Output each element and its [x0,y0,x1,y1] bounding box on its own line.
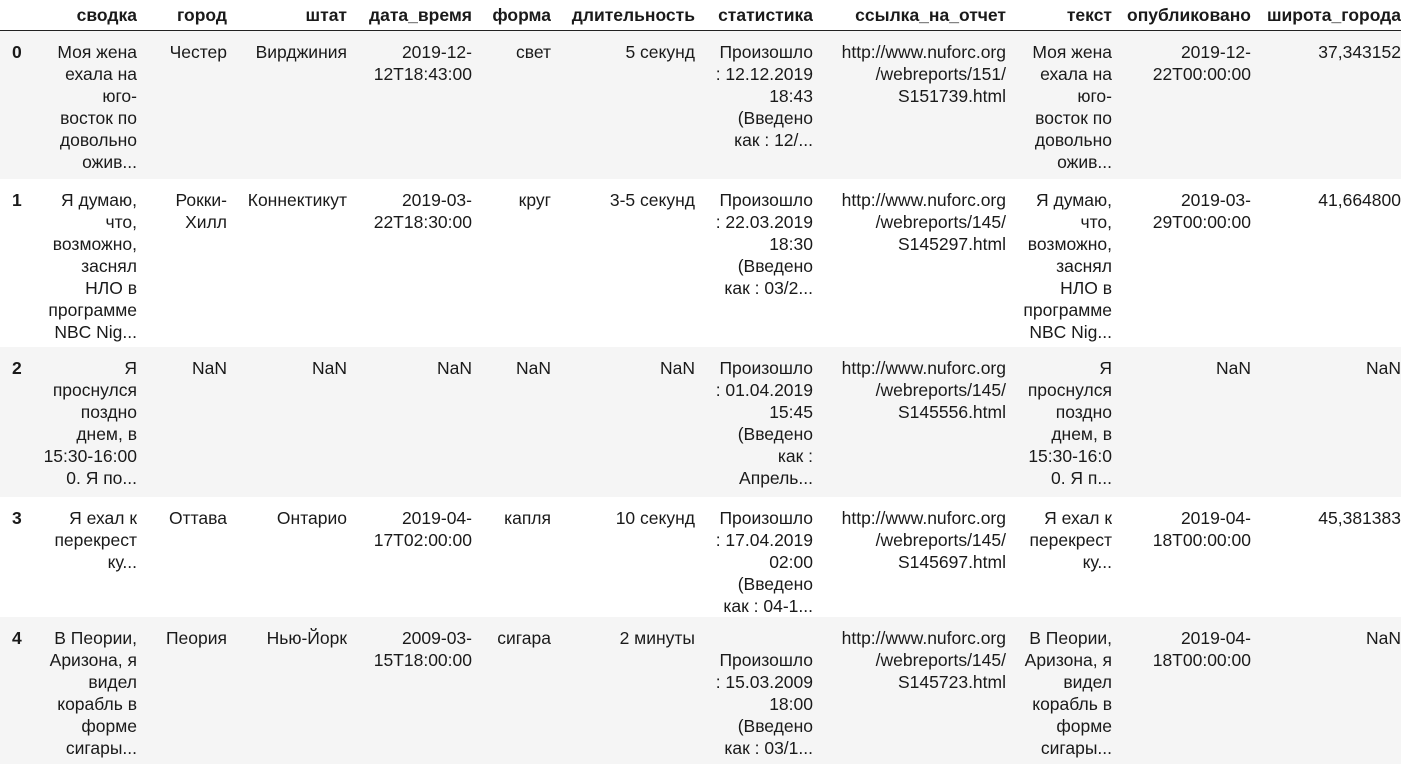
cell-city-latitude: 37,343152 [1318,42,1401,62]
cell-datetime: 2009-03- 15T18:00:00 [373,627,472,670]
column-header-duration: длительность [551,0,695,31]
cell-summary: Я думаю, что, возможно, заснял НЛО в программе NBC Nig... [48,189,137,342]
cell-datetime: 2019-12- 12T18:43:00 [373,42,472,84]
cell-duration: 5 секунд [625,42,695,62]
column-header-state: штат [227,0,347,31]
table-body [0,31,1401,764]
table-row [0,347,1401,497]
column-header-report-link: ссылка_на_отчет [813,0,1006,31]
cell-duration: 10 секунд [615,507,695,528]
cell-state: Нью-Йорк [266,627,347,648]
cell-report-link: http://www.nuforc.org /webreports/145/ S145556.html [841,357,1006,422]
table-row [0,617,1401,764]
table-row [0,497,1401,617]
table-header [0,0,1401,31]
cell-city: Пеория [165,627,227,648]
column-header-shape: форма [472,0,551,31]
row-index: 4 [12,627,22,648]
row-index: 3 [12,507,22,528]
cell-stats: Произошло : 22.03.2019 18:30 (Введено как : 03/2... [715,189,813,298]
cell-report-link: http://www.nuforc.org /webreports/145/ S145297.html [841,189,1006,254]
column-header-text: текст [1006,0,1112,31]
cell-state: Онтарио [276,507,347,528]
cell-duration: NaN [659,357,695,378]
cell-city-latitude: NaN [1365,627,1401,648]
row-index: 0 [12,42,22,62]
cell-state: NaN [311,357,347,378]
cell-city: Рокки- Хилл [175,189,227,232]
cell-shape: свет [515,42,551,62]
cell-datetime: 2019-03- 22T18:30:00 [373,189,472,232]
column-header-datetime: дата_время [347,0,472,31]
cell-shape: NaN [515,357,551,378]
cell-posted: 2019-04- 18T00:00:00 [1152,627,1251,670]
column-header-stats: статистика [695,0,813,31]
cell-city-latitude: 45,381383 [1318,507,1401,528]
row-index: 2 [12,357,22,378]
column-header-city-latitude: широта_города [1251,0,1401,31]
cell-summary: Я ехал к перекрест ку... [54,507,137,572]
column-header-summary: сводка [36,0,137,31]
cell-report-link: http://www.nuforc.org /webreports/145/ S145723.html [841,627,1006,692]
cell-stats: Произошло : 12.12.2019 18:43 (Введено как : 12/... [715,42,813,150]
cell-text: Я проснулся поздно днем, в 15:30-16:0 0. Я п... [1027,357,1112,488]
cell-summary: Моя жена ехала на юго- восток по довольно ожив... [57,42,137,172]
cell-city-latitude: NaN [1365,357,1401,378]
cell-stats: Произошло : 15.03.2009 18:00 (Введено как : 03/1... [715,649,813,758]
cell-city: Честер [169,42,227,62]
cell-posted: 2019-12- 22T00:00:00 [1152,42,1251,84]
table-row [0,31,1401,179]
cell-datetime: NaN [436,357,472,378]
cell-stats: Произошло : 01.04.2019 15:45 (Введено как : Апрель... [715,357,813,488]
cell-shape: капля [504,507,551,528]
cell-report-link: http://www.nuforc.org /webreports/151/ S151739.html [841,42,1006,106]
cell-report-link: http://www.nuforc.org /webreports/145/ S145697.html [841,507,1006,572]
cell-text: В Пеории, Аризона, я видел корабль в форме сигары... [1024,627,1112,758]
cell-duration: 3-5 секунд [609,189,695,210]
cell-summary: Я проснулся поздно днем, в 15:30-16:00 0. Я по... [43,357,137,488]
cell-state: Коннектикут [247,189,347,210]
cell-posted: 2019-03- 29T00:00:00 [1152,189,1251,232]
column-header-city: город [137,0,227,31]
cell-posted: NaN [1215,357,1251,378]
cell-shape: круг [518,189,551,210]
cell-shape: сигара [497,627,551,648]
row-index: 1 [12,189,22,210]
cell-duration: 2 минуты [619,627,695,648]
cell-datetime: 2019-04- 17T02:00:00 [373,507,472,550]
index-header [0,0,36,31]
cell-city: NaN [191,357,227,378]
cell-text: Я думаю, что, возможно, заснял НЛО в программе NBC Nig... [1023,189,1112,342]
cell-state: Вирджиния [255,42,347,62]
column-header-posted: опубликовано [1112,0,1251,31]
cell-city-latitude: 41,664800 [1318,189,1401,210]
cell-city: Оттава [168,507,227,528]
cell-posted: 2019-04- 18T00:00:00 [1152,507,1251,550]
cell-stats: Произошло : 17.04.2019 02:00 (Введено как : 04-1... [715,507,813,616]
header-row [0,0,1401,31]
table-row [0,179,1401,347]
cell-text: Моя жена ехала на юго- восток по довольно ожив... [1032,42,1112,172]
cell-text: Я ехал к перекрест ку... [1029,507,1112,572]
cell-summary: В Пеории, Аризона, я видел корабль в форме сигары... [49,627,137,758]
